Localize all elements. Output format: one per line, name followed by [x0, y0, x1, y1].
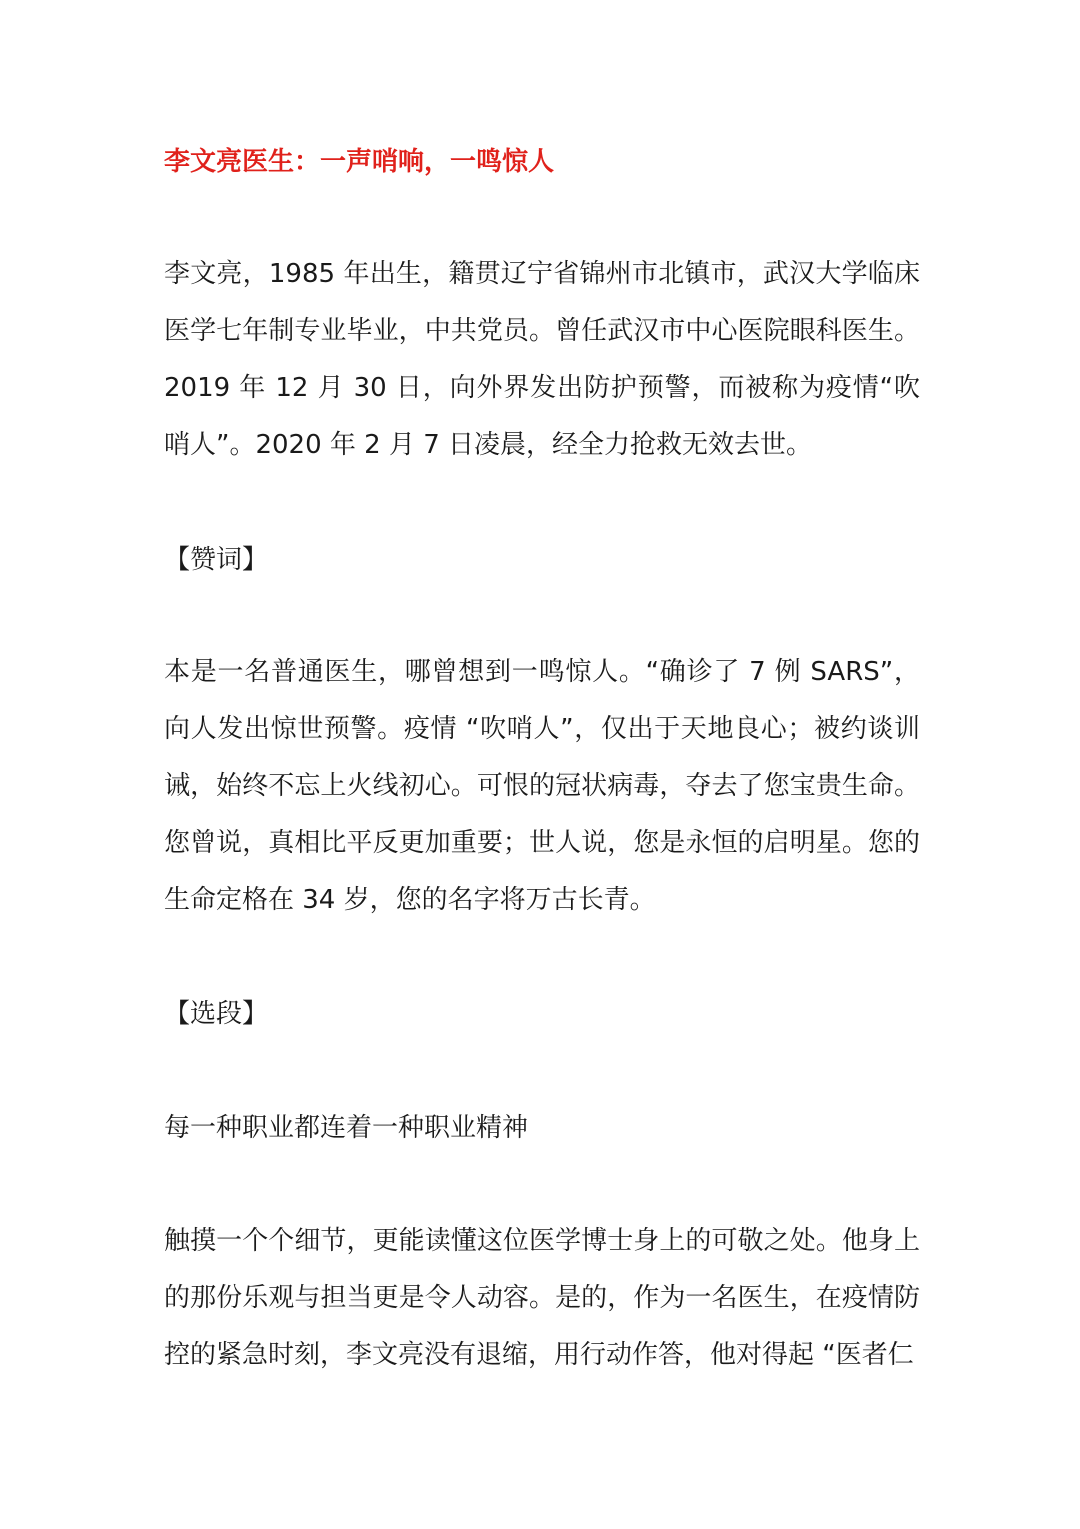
- article-title: 李文亮医生：一声哨响，一鸣惊人: [164, 147, 555, 177]
- zanci-paragraph: 本是一名普通医生，哪曾想到一鸣惊人。“确诊了 7 例 SARS”，向人发出惊世预警。疫情 “吹哨人”，仅出于天地良心；被约谈训诫，始终不忘上火线初心。可恨的冠状病毒，夺去了您宝贵生命。您曾说，真相比平反更加重要；世人说，您是永恒的启明星。您的生命定格在 34 岁，您的名字将万古长青。: [164, 657, 920, 915]
- section-heading-zanci: 【赞词】: [164, 545, 269, 575]
- section-heading-xuanduan: 【选段】: [164, 999, 269, 1029]
- xuanduan-paragraph: 触摸一个个细节，更能读懂这位医学博士身上的可敬之处。他身上的那份乐观与担当更是令人动容。是的，作为一名医生，在疫情防控的紧急时刻，李文亮没有退缩，用行动作答，他对得起 “医者仁: [164, 1226, 920, 1370]
- intro-paragraph: 李文亮，1985 年出生，籍贯辽宁省锦州市北镇市，武汉大学临床医学七年制专业毕业，中共党员。曾任武汉市中心医院眼科医生。2019 年 12 月 30 日，向外界发出防护预警，而被称为疫情“吹哨人”。2020 年 2 月 7 日凌晨，经全力抢救无效去世。: [164, 259, 920, 460]
- xuanduan-subtitle: 每一种职业都连着一种职业精神: [164, 1113, 529, 1143]
